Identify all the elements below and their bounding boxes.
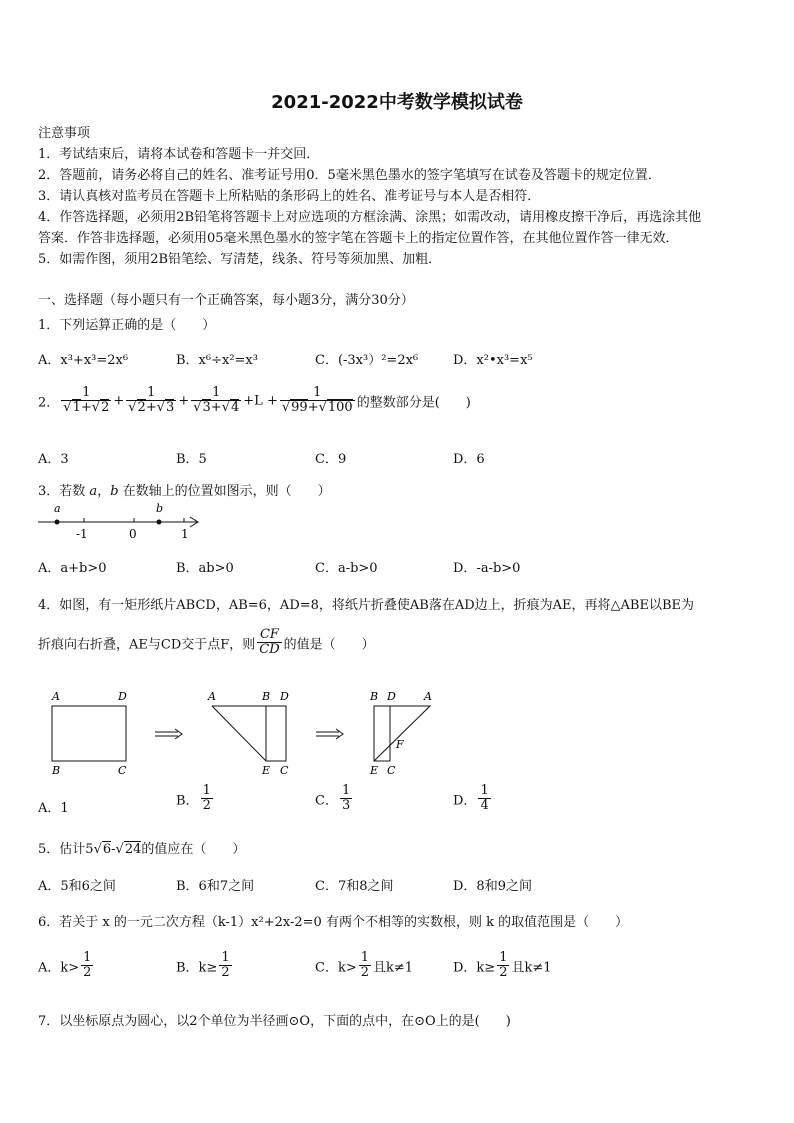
q2-term-2: 1 √ 2+√ 3 bbox=[126, 386, 176, 416]
q2-option-a: A．3 bbox=[38, 452, 69, 467]
q6-option-a: A．k> $\frac{1}{2}$ bbox=[38, 950, 92, 981]
rectangle-abcd bbox=[52, 706, 126, 761]
fig2-label-c: C bbox=[280, 764, 289, 777]
fig2-label-e: E bbox=[262, 764, 271, 777]
fig3-label-d: D bbox=[387, 690, 396, 703]
label-a: a bbox=[54, 502, 61, 515]
q3-option-d: D．-a-b>0 bbox=[453, 561, 521, 576]
notice-item: 4．作答选择题，必须用2B铅笔将答题卡上对应选项的方框涂满、涂黑；如需改动，请用橡皮擦干净后，再选涂其他 bbox=[38, 210, 702, 225]
fig1-label-b: B bbox=[52, 764, 61, 777]
question-6-stem: 6．若关于 x 的一元二次方程（k-1）x²+2x-2=0 有两个不相等的实数根，则 k 的取值范围是（ ） bbox=[38, 915, 629, 930]
q6-option-c: C．k> $\frac{1}{2}$ 且k≠1 bbox=[315, 950, 414, 981]
folding-figure bbox=[40, 686, 450, 778]
question-5-stem: 5．估计5√ 6-√ 24的值应在（ ） bbox=[38, 838, 245, 857]
q3-option-b: B．ab>0 bbox=[176, 561, 234, 576]
notice-item: 1．考试结束后，请将本试卷和答题卡一并交回． bbox=[38, 147, 320, 162]
fig3-label-f: F bbox=[396, 738, 404, 751]
q5-option-b: B．6和7之间 bbox=[176, 879, 255, 894]
q2-option-d: D．6 bbox=[453, 452, 485, 467]
fig2-label-d: D bbox=[280, 690, 289, 703]
q2-term-1: 1 √ 1+√ 2 bbox=[61, 386, 111, 416]
q1-option-c: C．(-3x³）²=2x⁶ bbox=[315, 353, 419, 368]
notice-item: 3．请认真核对监考员在答题卡上所粘贴的条形码上的姓名、准考证号与本人是否相符． bbox=[38, 189, 541, 204]
page-title: 2021-2022中考数学模拟试卷 bbox=[271, 92, 523, 113]
question-4-line-2: 折痕向右折叠，AE与CD交于点F，则 $\frac{CF}{CD}$ 的值是（ ） bbox=[38, 627, 375, 658]
fig3-label-a: A bbox=[424, 690, 432, 703]
tick-label-zero: 0 bbox=[129, 527, 137, 541]
fig3-label-c: C bbox=[387, 764, 396, 777]
fig3-label-b: B bbox=[370, 690, 379, 703]
q2-option-c: C．9 bbox=[315, 452, 347, 467]
q6-option-b: B．k≥ $\frac{1}{2}$ bbox=[176, 950, 230, 981]
q2-tail: 的整数部分是( ) bbox=[356, 395, 471, 411]
q2-ellipsis: +L bbox=[243, 393, 263, 409]
question-7-stem: 7．以坐标原点为圆心，以2个单位为半径画⊙O，下面的点中，在⊙O上的是( ) bbox=[38, 1014, 511, 1029]
question-2-stem: 2． 1 √ 1+√ 2 + 1 √ 2+√ 3 + 1 √ 3+√ 4 +L + 1 √ 99+√ 100 的整数部分是( ) bbox=[38, 386, 471, 416]
point-a bbox=[55, 520, 60, 525]
question-3-stem: 3．若数 a，b 在数轴上的位置如图示，则（ ） bbox=[38, 484, 331, 499]
q2-term-last: 1 √ 99+√ 100 bbox=[280, 386, 355, 416]
q5-option-c: C．7和8之间 bbox=[315, 879, 394, 894]
q4-option-d: D． $\frac{1}{4}$ bbox=[453, 783, 489, 814]
fig2-label-b: B bbox=[262, 690, 271, 703]
q5-option-d: D．8和9之间 bbox=[453, 879, 532, 894]
q4-option-a: A．1 bbox=[38, 801, 69, 816]
q2-option-b: B．5 bbox=[176, 452, 207, 467]
q1-option-d: D．x²•x³=x⁵ bbox=[453, 353, 533, 368]
fig1-label-c: C bbox=[118, 764, 127, 777]
tick-label-one: 1 bbox=[181, 527, 189, 541]
q4-option-b: B． $\frac{1}{2}$ bbox=[176, 783, 211, 814]
notice-item: 2．答题前，请务必将自己的姓名、准考证号用0．5毫米黑色墨水的签字笔填写在试卷及答题卡的规定位置． bbox=[38, 168, 661, 183]
q6-option-d: D．k≥ $\frac{1}{2}$ 且k≠1 bbox=[453, 950, 552, 981]
fig1-label-a: A bbox=[52, 690, 60, 703]
fig2-outline bbox=[212, 706, 286, 761]
fig3-triangle bbox=[374, 706, 430, 761]
q4-option-c: C． $\frac{1}{3}$ bbox=[315, 783, 351, 814]
arrow-2 bbox=[316, 729, 343, 739]
section-heading: 一、选择题（每小题只有一个正确答案，每小题3分，满分30分） bbox=[38, 293, 414, 308]
q5-option-a: A．5和6之间 bbox=[38, 879, 116, 894]
notice-item: 答案．作答非选择题，必须用05毫米黑色墨水的签字笔在答题卡上的指定位置作答，在其他位置作答一律无效． bbox=[38, 231, 679, 246]
q3-option-a: A．a+b>0 bbox=[38, 561, 107, 576]
q3-option-c: C．a-b>0 bbox=[315, 561, 378, 576]
question-4-line-1: 4．如图，有一矩形纸片ABCD，AB=6，AD=8，将纸片折叠使AB落在AD边上，折痕为AE，再将△ABE以BE为 bbox=[38, 598, 695, 613]
number-line-figure bbox=[36, 500, 206, 542]
tick-label-minus1: -1 bbox=[76, 527, 88, 541]
question-1-stem: 1．下列运算正确的是（ ） bbox=[38, 318, 216, 333]
q1-option-b: B．x⁶÷x²=x³ bbox=[176, 353, 258, 368]
fig3-label-e: E bbox=[370, 764, 379, 777]
q2-number: 2． bbox=[38, 395, 60, 411]
q2-term-3: 1 √ 3+√ 4 bbox=[191, 386, 241, 416]
point-b bbox=[157, 520, 162, 525]
notice-item: 5．如需作图，须用2B铅笔绘、写清楚，线条、符号等须加黑、加粗． bbox=[38, 252, 442, 267]
label-b: b bbox=[156, 502, 164, 515]
fig2-label-a: A bbox=[208, 690, 216, 703]
fig1-label-d: D bbox=[118, 690, 127, 703]
arrow-1 bbox=[155, 729, 182, 739]
q1-option-a: A．x³+x³=2x⁶ bbox=[38, 353, 129, 368]
notice-heading: 注意事项 bbox=[38, 126, 91, 141]
